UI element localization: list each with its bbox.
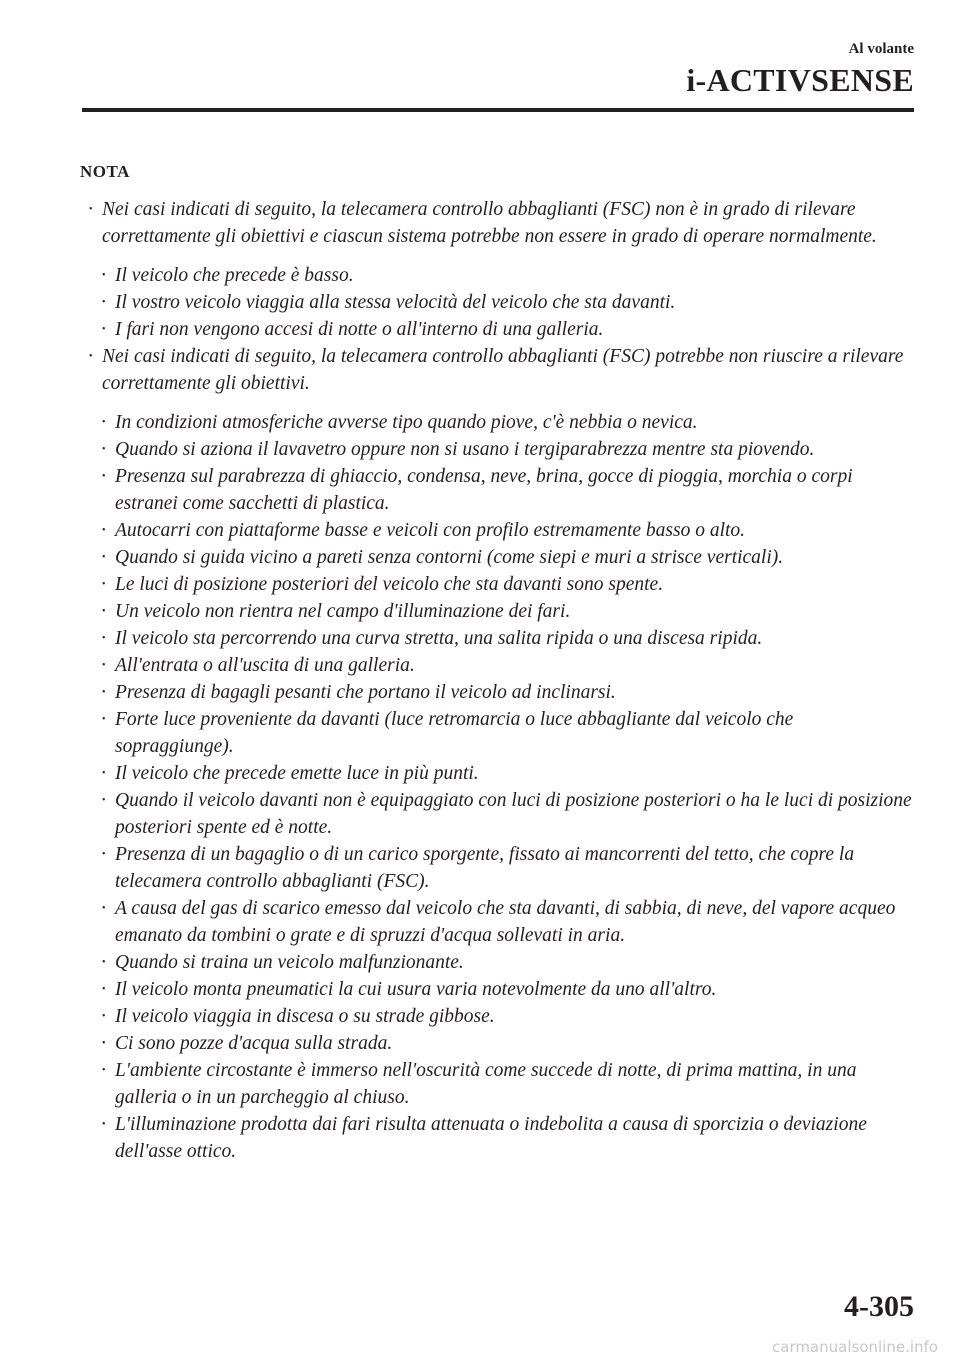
sub-bullet-item: • Il vostro veicolo viaggia alla stessa velocità del veicolo che sta davanti. <box>80 289 915 316</box>
sub-bullet-item: • I fari non vengono accesi di notte o all'interno di una galleria. <box>80 316 915 343</box>
sub-bullet-item: • Quando si aziona il lavavetro oppure non si usano i tergiparabrezza mentre sta piovendo. <box>80 436 915 463</box>
page-header <box>686 40 914 98</box>
bullet-item: • Nei casi indicati di seguito, la telecamera controllo abbaglianti (FSC) non è in grado di rilevare correttamente gli obiettivi e ciascun sistema potrebbe non essere in grado di operare normalmente. <box>80 196 915 250</box>
sub-bullet-item: • Il veicolo viaggia in discesa o su strade gibbose. <box>80 1003 915 1030</box>
sub-bullet-item: • Il veicolo che precede è basso. <box>80 262 915 289</box>
note-title: NOTA <box>80 162 130 181</box>
sub-bullet-item: • L'ambiente circostante è immerso nell'oscurità come succede di notte, di prima mattina, in una galleria o in un parcheggio al chiuso. <box>80 1057 915 1111</box>
sub-bullet-item: • A causa del gas di scarico emesso dal veicolo che sta davanti, di sabbia, di neve, del vapore acqueo emanato da tombini o grate e di spruzzi d'acqua sollevati in aria. <box>80 895 915 949</box>
sub-bullet-item: • Quando si guida vicino a pareti senza contorni (come siepi e muri a strisce verticali). <box>80 544 915 571</box>
sub-bullet-item: • Forte luce proveniente da davanti (luce retromarcia o luce abbagliante dal veicolo che sopraggiunge). <box>80 706 915 760</box>
chapter-title: Al volante <box>848 41 914 57</box>
sub-bullet-item: • Il veicolo monta pneumatici la cui usura varia notevolmente da uno all'altro. <box>80 976 915 1003</box>
section-title: i-ACTIVSENSE <box>686 62 914 98</box>
sub-bullet-item: • Presenza di bagagli pesanti che portano il veicolo ad inclinarsi. <box>80 679 915 706</box>
sub-bullet-item: • Ci sono pozze d'acqua sulla strada. <box>80 1030 915 1057</box>
header-rule <box>82 108 914 112</box>
sub-bullet-item: • Un veicolo non rientra nel campo d'illuminazione dei fari. <box>80 598 915 625</box>
sub-bullet-item: • Autocarri con piattaforme basse e veicoli con profilo estremamente basso o alto. <box>80 517 915 544</box>
sub-bullet-item: • Le luci di posizione posteriori del veicolo che sta davanti sono spente. <box>80 571 915 598</box>
sub-bullet-item: • Presenza di un bagaglio o di un carico sporgente, fissato ai mancorrenti del tetto, che copre la telecamera controllo abbaglianti (FSC). <box>80 841 915 895</box>
sub-bullet-item: • L'illuminazione prodotta dai fari risulta attenuata o indebolita a causa di sporcizia o deviazione dell'asse ottico. <box>80 1111 915 1165</box>
sub-bullet-item: • Presenza sul parabrezza di ghiaccio, condensa, neve, brina, gocce di pioggia, morchia o corpi estranei come sacchetti di plastica. <box>80 463 915 517</box>
watermark: carmanualsonline.info <box>772 1338 938 1356</box>
sub-bullet-item: • In condizioni atmosferiche avverse tipo quando piove, c'è nebbia o nevica. <box>80 409 915 436</box>
bullet-item: • Nei casi indicati di seguito, la telecamera controllo abbaglianti (FSC) potrebbe non riuscire a rilevare correttamente gli obiettivi. <box>80 343 915 397</box>
page-number: 4-305 <box>844 1290 914 1323</box>
sub-bullet-item: • Quando si traina un veicolo malfunzionante. <box>80 949 915 976</box>
sub-bullet-item: • Il veicolo sta percorrendo una curva stretta, una salita ripida o una discesa ripida. <box>80 625 915 652</box>
sub-bullet-item: • All'entrata o all'uscita di una galleria. <box>80 652 915 679</box>
sub-bullet-item: • Quando il veicolo davanti non è equipaggiato con luci di posizione posteriori o ha le luci di posizione posteriori spente ed è notte. <box>80 787 915 841</box>
sub-bullet-item: • Il veicolo che precede emette luce in più punti. <box>80 760 915 787</box>
note-block <box>80 160 915 1165</box>
